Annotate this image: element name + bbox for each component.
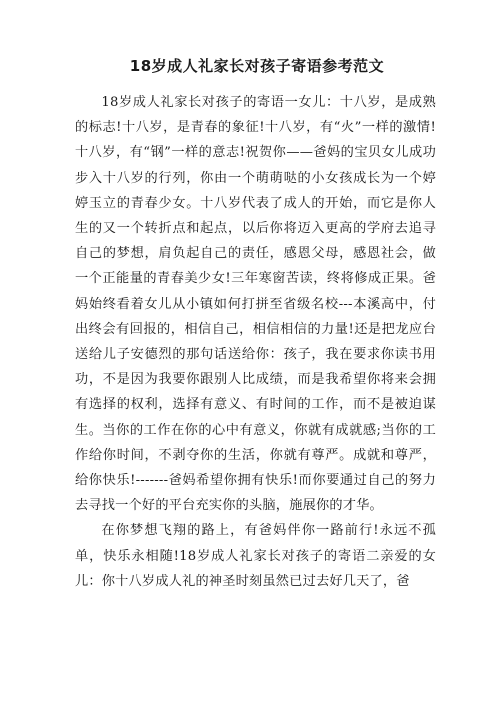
body-paragraph-2: 在你梦想飞翔的路上，有爸妈伴你一路前行!永远不孤单，快乐永相随!18岁成人礼家长对孩子的寄语二亲爱的女儿：你十八岁成人礼的神圣时刻虽然已过去好几天了，爸 [75, 523, 436, 589]
body-paragraph-1: 18岁成人礼家长对孩子的寄语一女儿：十八岁，是成熟的标志!十八岁，是青春的象征!十八岁，有“火”一样的激情!十八岁，有“钢”一样的意志!祝贺你——爸妈的宝贝女儿成功步入十八岁的行列，你由一个萌萌哒的小女孩成长为一个婷婷玉立的青春少女。十八岁代表了成人的开始，而它是你人生的又一个转折点和起点，以后你将迈入更高的学府去追寻自己的梦想，肩负起自己的责任，感恩父母，感恩社会，做一个正能量的青春美少女!三年寒窗苦读，终将修成正果。爸妈始终看着女儿从小镇如何打拼至省级名校---本溪高中，付出终会有回报的，相信自己，相信相信的力量!还是把龙应台送给儿子安德烈的那句话送给你：孩子，我在要求你读书用功，不是因为我要你跟别人比成绩，而是我希望你将来会拥有选择的权利，选择有意义、有时间的工作，而不是被迫谋生。当你的工作在你的心中有意义，你就有成就感;当你的工作给你时间，不剥夺你的生活，你就有尊严。成就和尊严，给你快乐!-------爸妈希望你拥有快乐!而你要通过自己的努力去寻找一个好的平台充实你的头脑，施展你的才华。 [75, 95, 436, 514]
document-title: 18岁成人礼家长对孩子寄语参考范文 [129, 57, 385, 75]
